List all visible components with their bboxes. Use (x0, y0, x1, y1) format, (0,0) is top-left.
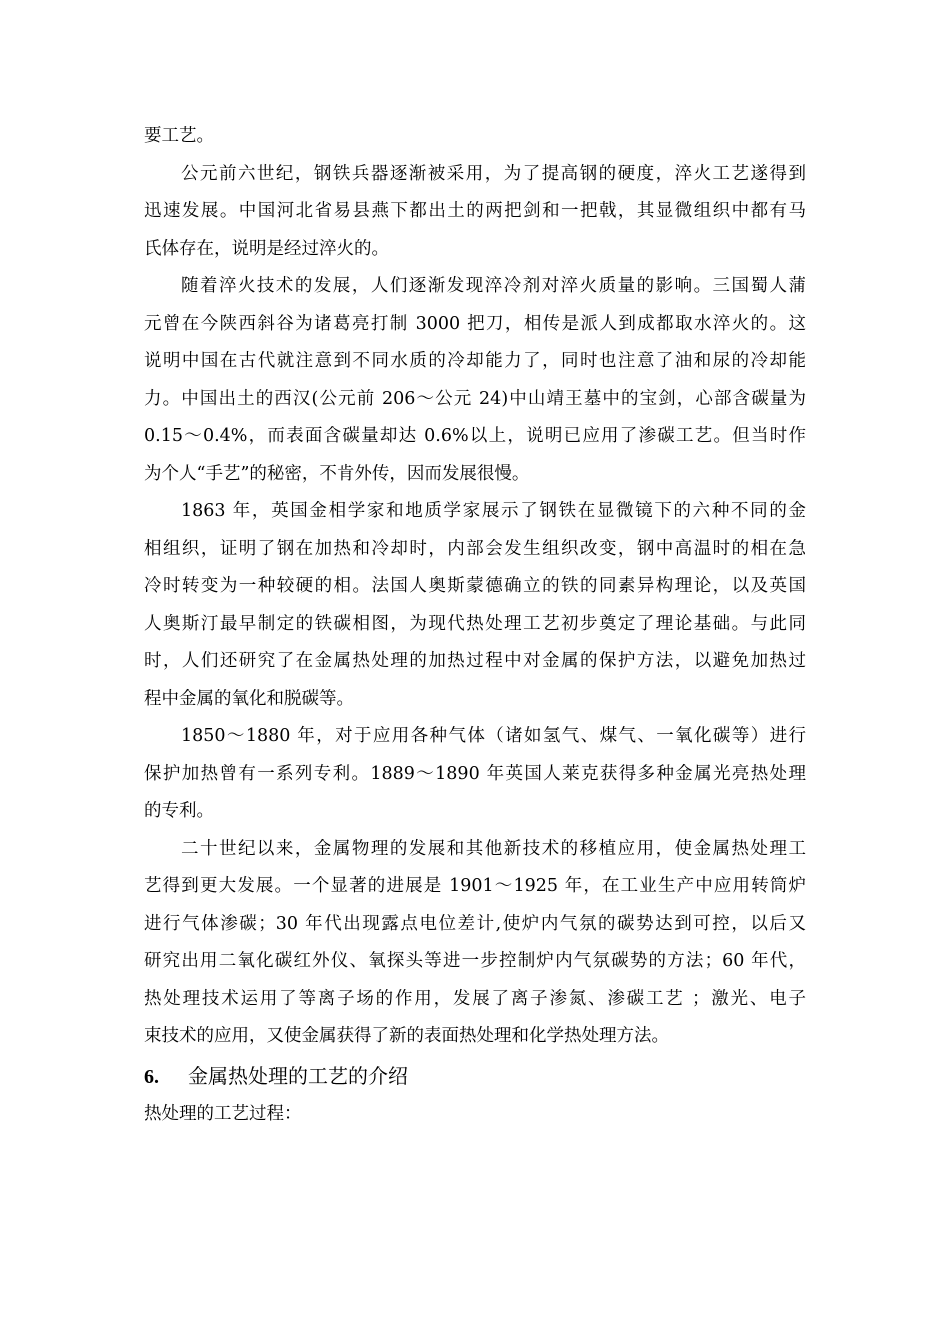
text-line: 时，人们还研究了在金属热处理的加热过程中对金属的保护方法，以避免加热过 (144, 651, 806, 671)
section-number: 6. (144, 1065, 159, 1088)
text-line: 人奥斯汀最早制定的铁碳相图，为现代热处理工艺初步奠定了理论基础。与此同 (144, 613, 806, 634)
text-line: 随着淬火技术的发展，人们逐渐发现淬冷剂对淬火质量的影响。三国蜀人蒲 (181, 276, 806, 296)
text-line: 元曾在今陕西斜谷为诸葛亮打制 3000 把刀，相传是派人到成都取水淬火的。这 (144, 313, 806, 334)
text-line: 的专利。 (144, 801, 214, 821)
text-line: 程中金属的氧化和脱碳等。 (144, 688, 354, 709)
text-line: 束技术的应用，又使金属获得了新的表面热处理和化学热处理方法。 (144, 1026, 669, 1046)
text-line: 1850～1880 年，对于应用各种气体（诸如氢气、煤气、一氧化碳等）进行 (181, 726, 806, 746)
text-line: 0.15～0.4%，而表面含碳量却达 0.6%以上，说明已应用了渗碳工艺。但当时作 (144, 426, 806, 446)
text-line: 迅速发展。中国河北省易县燕下都出土的两把剑和一把戟，其显微组织中都有马 (144, 201, 806, 221)
text-line: 研究出用二氧化碳红外仪、氧探头等进一步控制炉内气氛碳势的方法；60 年代， (144, 951, 806, 971)
section-heading (144, 1056, 806, 1096)
text-line: 氏体存在，说明是经过淬火的。 (144, 238, 389, 259)
text-line: 1863 年，英国金相学家和地质学家展示了钢铁在显微镜下的六种不同的金 (181, 501, 806, 521)
text-line: 热处理技术运用了等离子场的作用，发展了离子渗氮、渗碳工艺 ；激光、电子 (144, 988, 806, 1009)
text-line: 艺得到更大发展。一个显著的进展是 1901～1925 年，在工业生产中应用转筒炉 (144, 876, 806, 896)
section-title: 金属热处理的工艺的介绍 (188, 1063, 408, 1088)
text-line: 二十世纪以来，金属物理的发展和其他新技术的移植应用，使金属热处理工 (181, 838, 806, 859)
text-line: 保护加热曾有一系列专利。1889～1890 年英国人莱克获得多种金属光亮热处理 (144, 763, 806, 784)
text-line: 热处理的工艺过程： (144, 1103, 302, 1124)
text-line: 公元前六世纪，钢铁兵器逐渐被采用，为了提高钢的硬度，淬火工艺遂得到 (181, 163, 806, 184)
text-line: 相组织，证明了钢在加热和冷却时，内部会发生组织改变，钢中高温时的相在急 (144, 538, 806, 559)
text-line: 冷时转变为一种较硬的相。法国人奥斯蒙德确立的铁的同素异构理论，以及英国 (144, 576, 806, 596)
text-line: 为个人“手艺”的秘密，不肯外传，因而发展很慢。 (144, 463, 530, 484)
text-line: 进行气体渗碳；30 年代出现露点电位差计,使炉内气氛的碳势达到可控，以后又 (144, 913, 806, 934)
text-line: 要工艺。 (144, 126, 214, 146)
document-page (144, 118, 806, 1133)
text-line: 说明中国在古代就注意到不同水质的冷却能力了，同时也注意了油和尿的冷却能 (144, 351, 806, 371)
text-line: 力。中国出土的西汉(公元前 206～公元 24)中山靖王墓中的宝剑，心部含碳量为 (144, 388, 806, 409)
